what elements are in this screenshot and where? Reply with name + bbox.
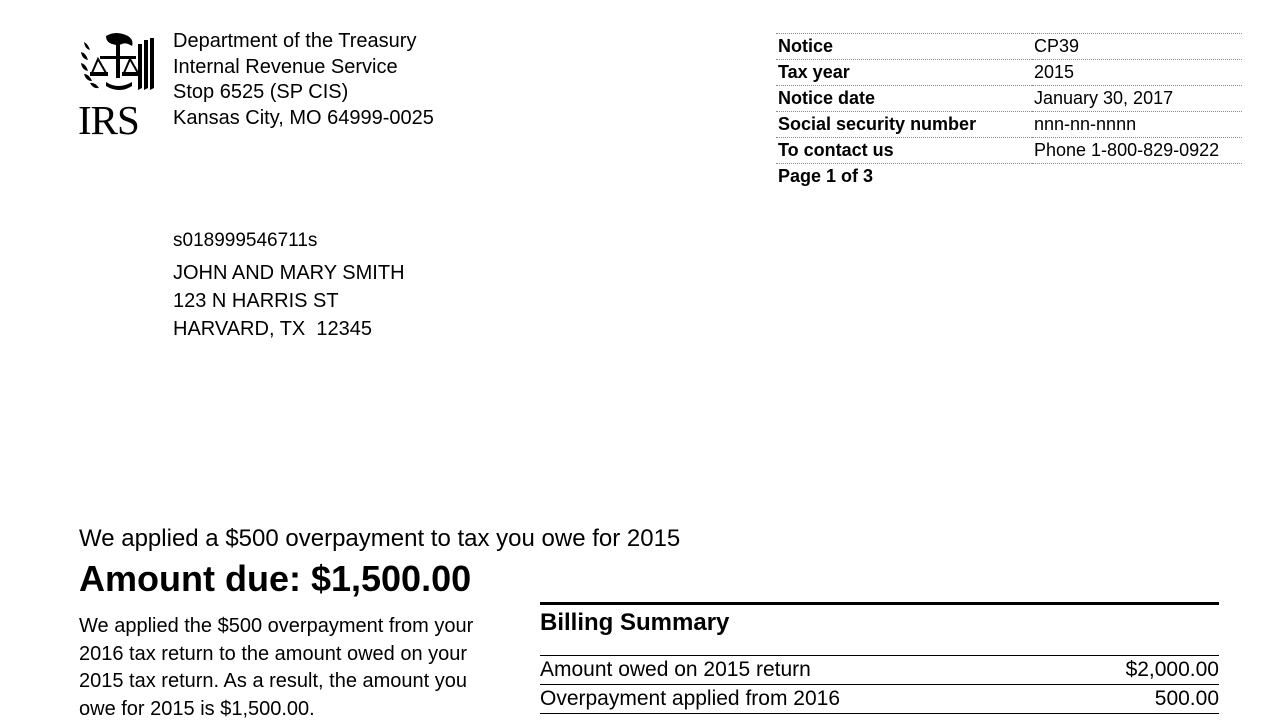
explanation-line: We applied the $500 overpayment from your — [79, 613, 509, 641]
recipient-line: JOHN AND MARY SMITH — [173, 259, 405, 287]
notice-info-table — [776, 33, 1242, 164]
notice-info-label: Notice — [776, 34, 1032, 60]
notice-info-value: 2015 — [1032, 60, 1242, 86]
amount-due-heading: Amount due: $1,500.00 — [79, 558, 471, 600]
sender-line: Internal Revenue Service — [173, 55, 434, 81]
sender-line: Stop 6525 (SP CIS) — [173, 80, 434, 106]
billing-top-rule — [540, 602, 1219, 605]
notice-info-row — [776, 34, 1242, 60]
sender-line: Department of the Treasury — [173, 29, 434, 55]
billing-row-value: $2,000.00 — [1126, 656, 1219, 684]
notice-info-label: Tax year — [776, 60, 1032, 86]
notice-info-value: CP39 — [1032, 34, 1242, 60]
billing-row — [540, 655, 1219, 684]
scan-code: s018999546711s — [173, 230, 317, 252]
billing-row-label: Amount owed on 2015 return — [540, 656, 811, 684]
notice-info-label: To contact us — [776, 138, 1032, 164]
notice-info-row — [776, 60, 1242, 86]
recipient-line: 123 N HARRIS ST — [173, 287, 405, 315]
page-indicator: Page 1 of 3 — [778, 166, 873, 187]
billing-summary — [540, 602, 1219, 714]
billing-row — [540, 684, 1219, 714]
explanation-line: owe for 2015 is $1,500.00. — [79, 696, 509, 723]
billing-row-value: 500.00 — [1155, 685, 1219, 713]
notice-info-value: nnn-nn-nnnn — [1032, 112, 1242, 138]
irs-eagle-icon — [78, 32, 158, 98]
recipient-address — [173, 259, 405, 343]
recipient-line: HARVARD, TX 12345 — [173, 315, 405, 343]
explanation-line: 2015 tax return. As a result, the amount you — [79, 668, 509, 696]
notice-info-label: Social security number — [776, 112, 1032, 138]
irs-logo — [78, 32, 158, 140]
notice-info-row — [776, 86, 1242, 112]
sender-line: Kansas City, MO 64999-0025 — [173, 106, 434, 132]
irs-logo-text: IRS — [78, 98, 158, 142]
explanation-text — [79, 613, 509, 723]
notice-info-row — [776, 112, 1242, 138]
billing-summary-title: Billing Summary — [540, 609, 1219, 655]
contact-phone[interactable]: Phone 1-800-829-0922 — [1032, 138, 1242, 164]
notice-info-label: Notice date — [776, 86, 1032, 112]
explanation-line: 2016 tax return to the amount owed on your — [79, 641, 509, 669]
notice-info-row — [776, 138, 1242, 164]
notice-info-value: January 30, 2017 — [1032, 86, 1242, 112]
billing-row-label: Overpayment applied from 2016 — [540, 685, 840, 713]
notice-subtitle: We applied a $500 overpayment to tax you owe for 2015 — [79, 525, 680, 553]
sender-address — [173, 29, 434, 131]
